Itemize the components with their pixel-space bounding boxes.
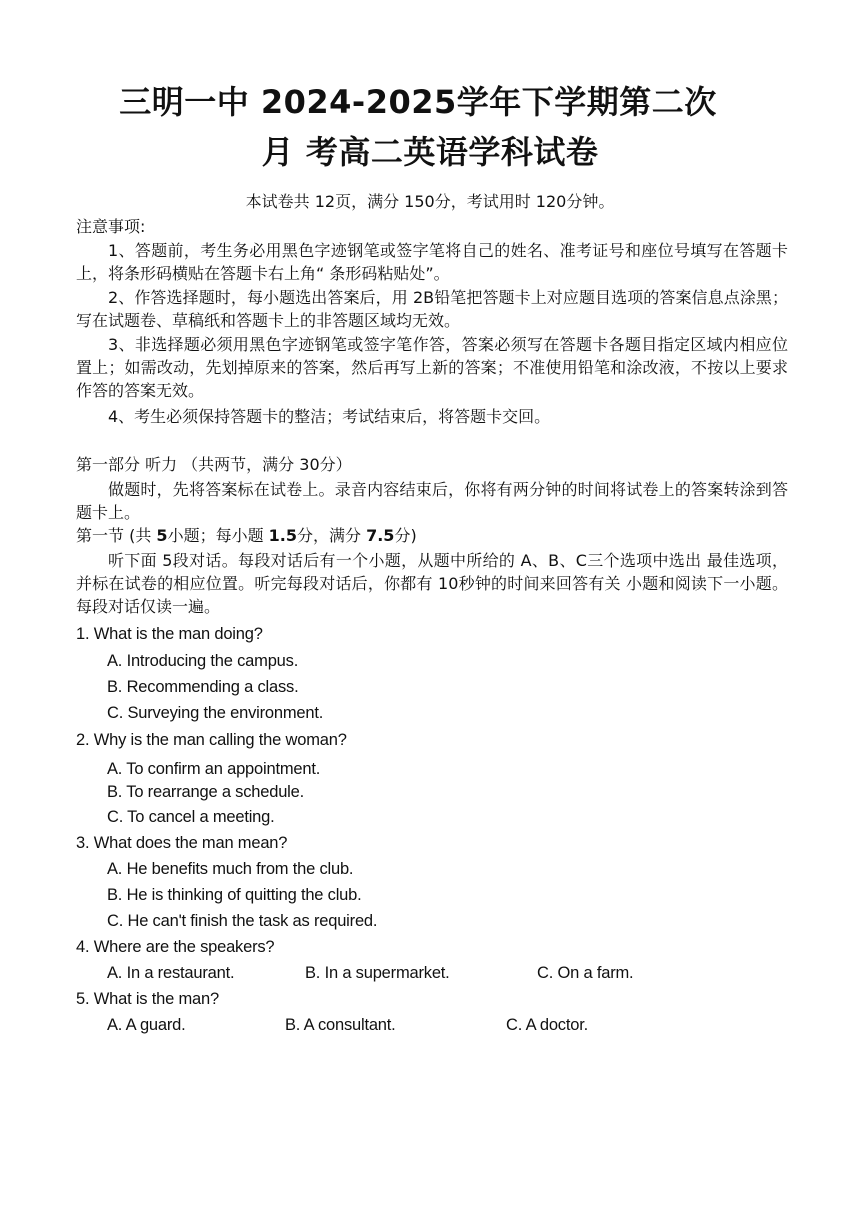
question-3-stem: 3. What does the man mean? [76,834,288,852]
question-4-option-c: C. On a farm. [537,964,634,982]
question-1-option-a: A. Introducing the campus. [107,652,299,670]
question-2-option-b: B. To rearrange a schedule. [107,783,305,801]
question-1-stem: 1. What is the man doing? [76,625,263,643]
question-4-option-b: B. In a supermarket. [305,964,450,982]
question-2-option-c: C. To cancel a meeting. [107,808,275,826]
part1-heading: 第一部分 听力 （共两节，满分 30分） [76,455,352,474]
question-5-option-b: B. A consultant. [285,1016,396,1034]
exam-title-line-2: 月 考高二英语学科试卷 [261,133,599,171]
question-5-option-a: A. A guard. [107,1016,186,1034]
question-3-option-b: B. He is thinking of quitting the club. [107,886,362,904]
note-item-2: 2、作答选择题时，每小题选出答案后，用 2B铅笔把答题卡上对应题目选项的答案信息点涂黑；写在试题卷、草稿纸和答题卡上的非答题区域均无效。 [76,288,788,330]
question-4-option-a: A. In a restaurant. [107,964,235,982]
question-3-option-c: C. He can't finish the task as required. [107,912,378,930]
question-4-stem: 4. Where are the speakers? [76,938,275,956]
note-item-3: 3、非选择题必须用黑色字迹钢笔或签字笔作答，答案必须写在答题卡各题目指定区域内相应位置上；如需改动，先划掉原来的答案，然后再写上新的答案；不准使用铅笔和涂改液，不按以上要求作答的答案无效。 [76,335,788,400]
exam-title-line-1: 三明一中 2024-2025学年下学期第二次 [119,83,717,121]
exam-intro: 本试卷共 12页，满分 150分，考试用时 120分钟。 [245,192,615,211]
section1-heading: 第一节 (共 5小题；每小题 1.5分，满分 7.5分) [76,526,417,545]
note-item-4: 4、考生必须保持答题卡的整洁；考试结束后，将答题卡交回。 [108,407,551,426]
question-2-option-a: A. To confirm an appointment. [107,760,321,778]
question-1-option-c: C. Surveying the environment. [107,704,324,722]
question-5-option-c: C. A doctor. [506,1016,588,1034]
note-item-1: 1、答题前，考生务必用黑色字迹钢笔或签字笔将自己的姓名、准考证号和座位号填写在答题卡上，将条形码横贴在答题卡右上角“ 条形码粘贴处”。 [76,241,788,283]
notes-heading: 注意事项: [76,217,146,236]
question-2-stem: 2. Why is the man calling the woman? [76,731,347,749]
section1-instruction: 听下面 5段对话。每段对话后有一个小题，从题中所给的 A、B、C三个选项中选出 最佳选项，并标在试卷的相应位置。听完每段对话后，你都有 10秒钟的时间来回答有关 小题和阅读下一小题。每段对话仅读一遍。 [76,551,788,616]
part1-instruction: 做题时，先将答案标在试卷上。录音内容结束后，你将有两分钟的时间将试卷上的答案转涂到答题卡上。 [76,480,788,522]
question-1-option-b: B. Recommending a class. [107,678,299,696]
question-5-stem: 5. What is the man? [76,990,219,1008]
question-3-option-a: A. He benefits much from the club. [107,860,354,878]
